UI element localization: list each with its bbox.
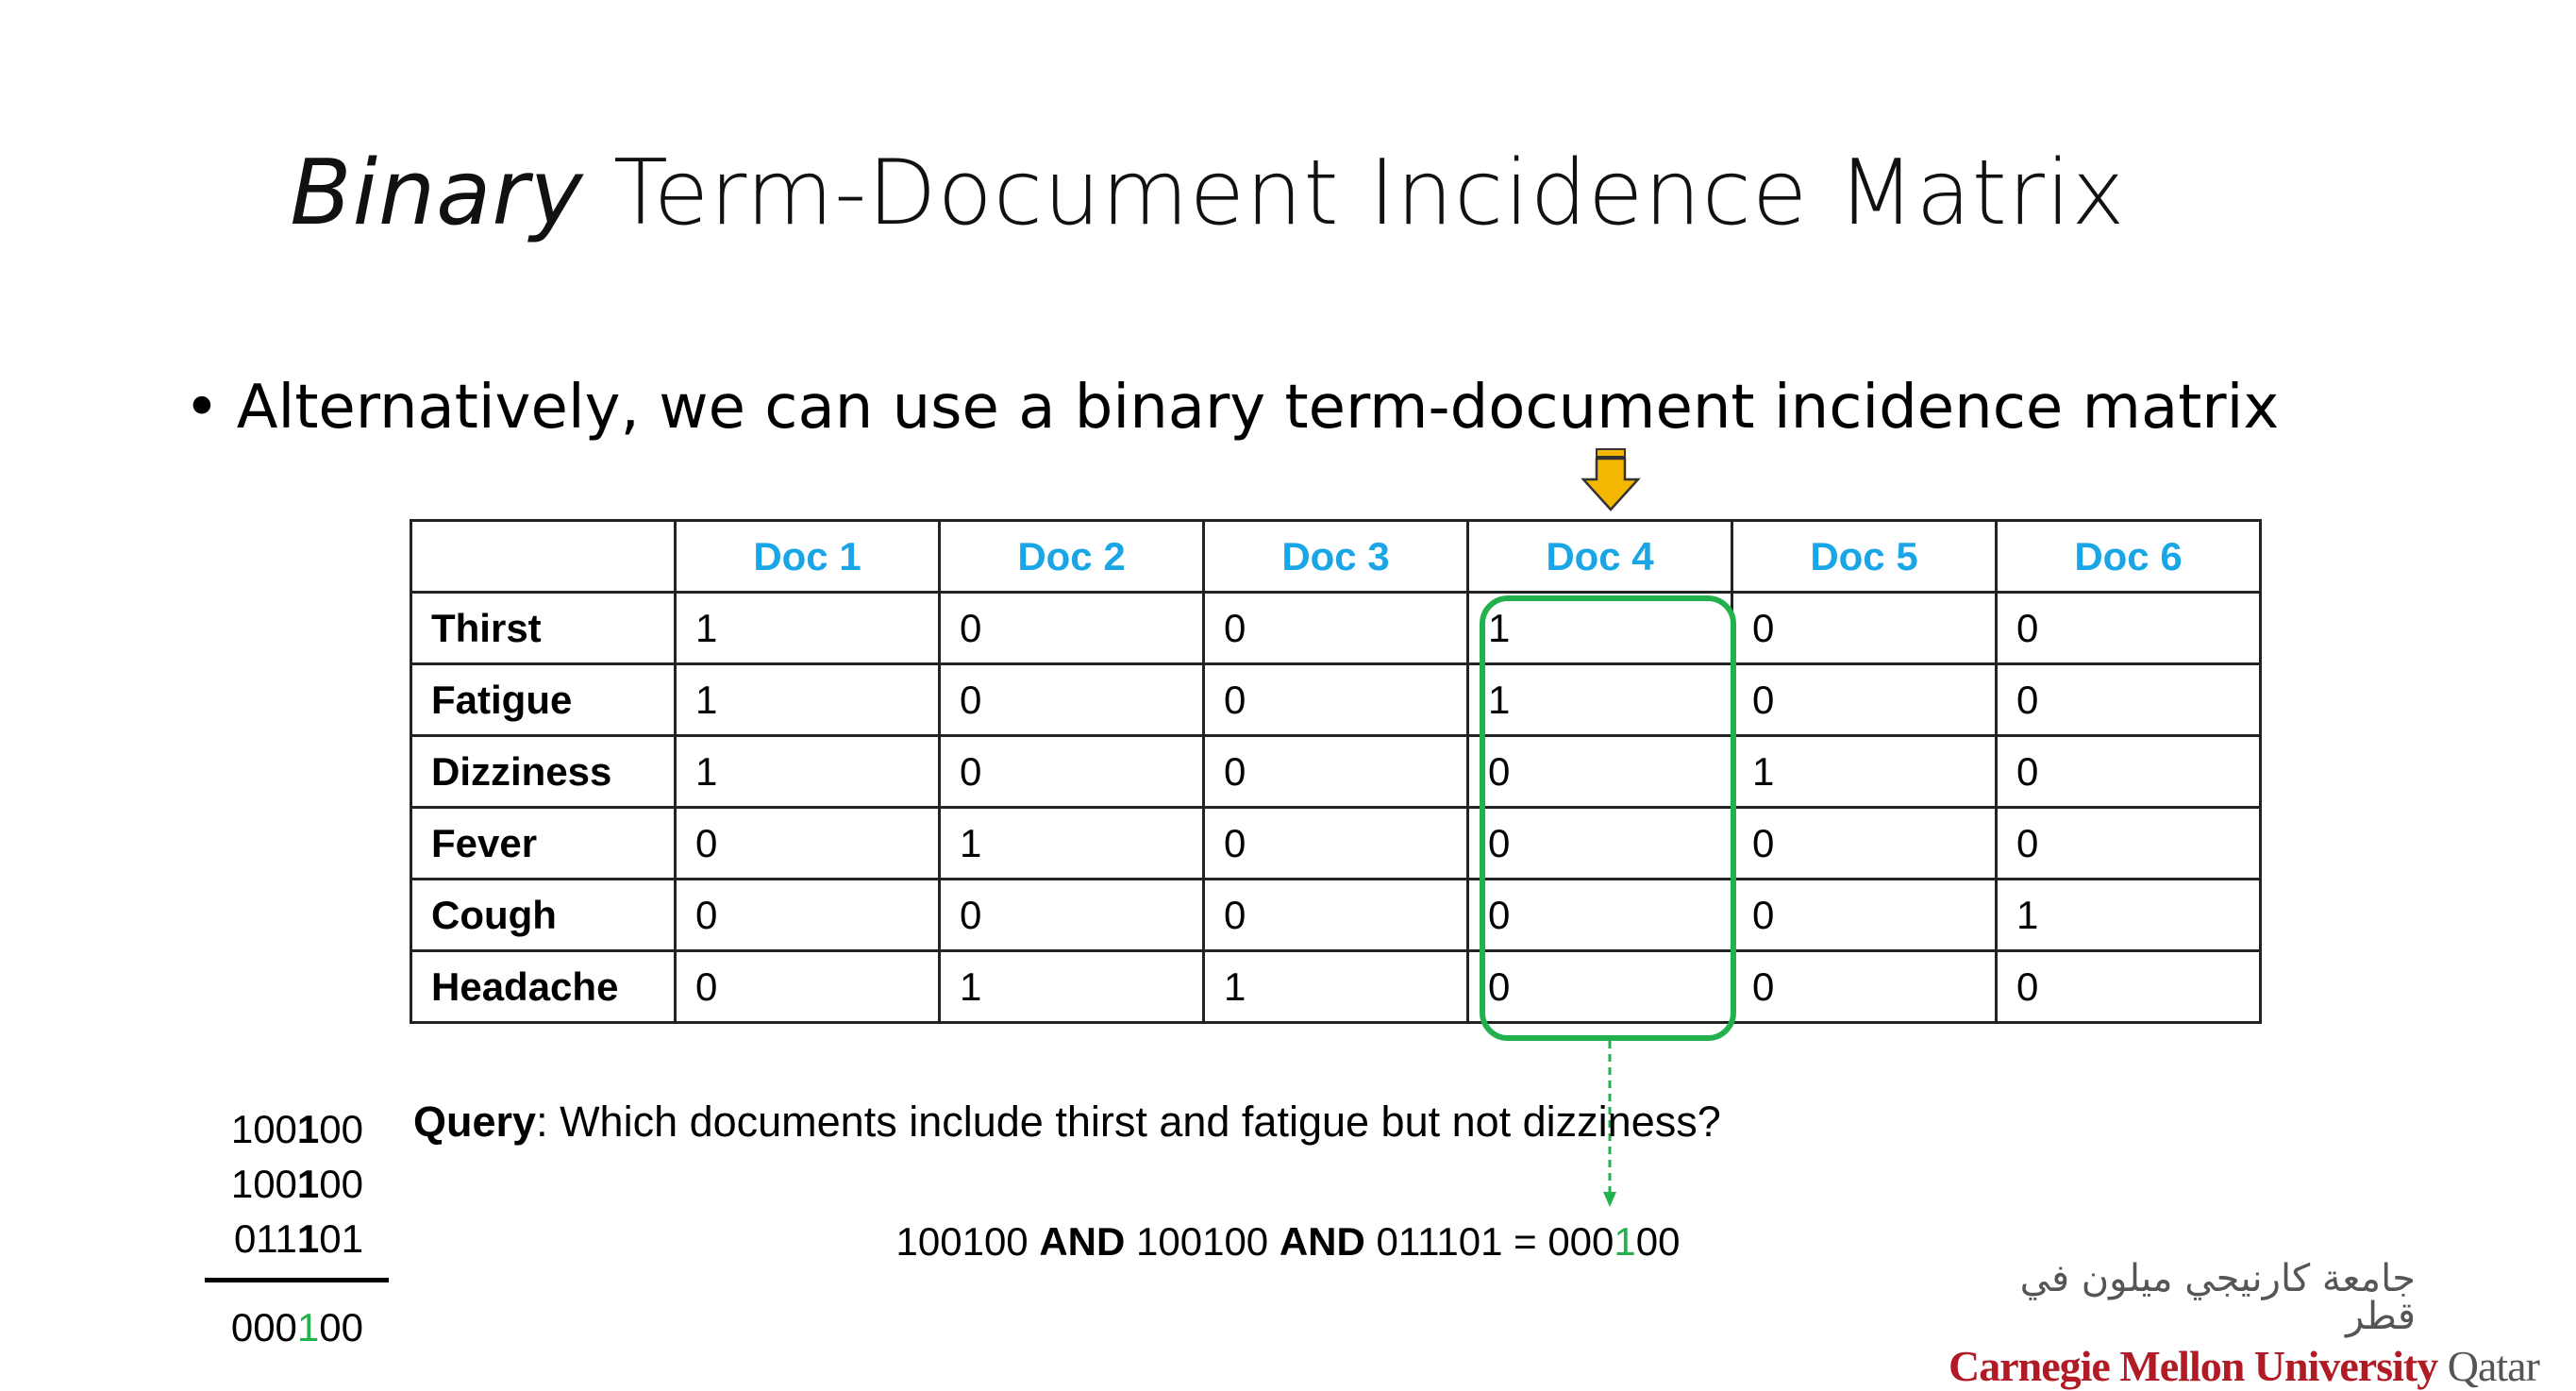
term-headache: Headache [411, 951, 676, 1023]
cell: 0 [1732, 664, 1997, 736]
cell: 0 [1468, 736, 1732, 808]
column-header-doc1: Doc 1 [676, 521, 940, 593]
cell: 0 [1204, 880, 1468, 951]
cell: 0 [1732, 808, 1997, 880]
down-arrow-icon [1581, 447, 1640, 513]
term-dizziness: Dizziness [411, 736, 676, 808]
calc-line-not-dizziness: 011101 [233, 1216, 363, 1261]
calc-line-thirst: 100100 [230, 1107, 363, 1151]
cell: 0 [1732, 593, 1997, 664]
cell: 0 [676, 880, 940, 951]
cell: 0 [1204, 808, 1468, 880]
cell: 1 [1732, 736, 1997, 808]
term-cough: Cough [411, 880, 676, 951]
cell: 0 [1997, 736, 2261, 808]
cell: 0 [940, 593, 1204, 664]
table-row [411, 880, 2261, 951]
cell: 0 [1732, 951, 1997, 1023]
cell: 0 [1997, 593, 2261, 664]
cell: 0 [1997, 951, 2261, 1023]
term-thirst: Thirst [411, 593, 676, 664]
cell: 1 [940, 951, 1204, 1023]
cell: 1 [676, 736, 940, 808]
column-header-doc6: Doc 6 [1997, 521, 2261, 593]
cell: 0 [1468, 951, 1732, 1023]
header-row [411, 521, 2261, 593]
cell: 1 [940, 808, 1204, 880]
table-row [411, 593, 2261, 664]
query-text [413, 1098, 1721, 1147]
cell: 1 [1997, 880, 2261, 951]
incidence-matrix [410, 519, 2262, 1024]
bullet-dot: • [184, 373, 220, 443]
logo-english-text: Carnegie Mellon University Qatar [1949, 1342, 2539, 1390]
cell: 1 [1468, 593, 1732, 664]
cell: 1 [676, 593, 940, 664]
cell: 0 [1997, 664, 2261, 736]
title-text: Term-Document Incidence Matrix [583, 142, 2126, 245]
column-header-doc5: Doc 5 [1732, 521, 1997, 593]
corner-cell [411, 521, 676, 593]
doc4-column-highlight [1480, 595, 1736, 1041]
cell: 0 [940, 736, 1204, 808]
cell: 1 [676, 664, 940, 736]
cell: 0 [676, 808, 940, 880]
cell: 0 [940, 664, 1204, 736]
cell: 0 [1468, 808, 1732, 880]
cell: 0 [1204, 593, 1468, 664]
equation-result: 000100 [1547, 1219, 1681, 1264]
title-emphasis: Binary [290, 142, 584, 245]
table-row [411, 664, 2261, 736]
table-row [411, 808, 2261, 880]
table-row [411, 736, 2261, 808]
bullet-point [184, 373, 2279, 443]
column-header-doc2: Doc 2 [940, 521, 1204, 593]
term-fever: Fever [411, 808, 676, 880]
query-question: : Which documents include thirst and fatigue but not dizziness? [536, 1098, 1721, 1146]
calc-result: 000100 [230, 1305, 363, 1349]
bullet-text: Alternatively, we can use a binary term-document incidence matrix [236, 373, 2280, 443]
cell: 1 [1204, 951, 1468, 1023]
cell: 1 [1468, 664, 1732, 736]
cell: 0 [1204, 664, 1468, 736]
cmu-qatar-logo [1949, 1257, 2539, 1391]
cell: 0 [940, 880, 1204, 951]
cell: 0 [1997, 808, 2261, 880]
calc-divider [205, 1278, 389, 1282]
calc-line-fatigue: 100100 [230, 1162, 363, 1206]
query-label: Query [413, 1098, 537, 1146]
cell: 0 [676, 951, 940, 1023]
term-fatigue: Fatigue [411, 664, 676, 736]
cell: 0 [1468, 880, 1732, 951]
cell: 0 [1204, 736, 1468, 808]
logo-arabic-text: جامعة كارنيجي ميلون في قطر [2019, 1257, 2416, 1338]
table-row [411, 951, 2261, 1023]
slide-title [0, 142, 2416, 245]
cell: 0 [1732, 880, 1997, 951]
column-header-doc4: Doc 4 [1468, 521, 1732, 593]
column-header-doc3: Doc 3 [1204, 521, 1468, 593]
boolean-equation: 100100 AND 100100 AND 011101 = 000100 [895, 1219, 1681, 1264]
